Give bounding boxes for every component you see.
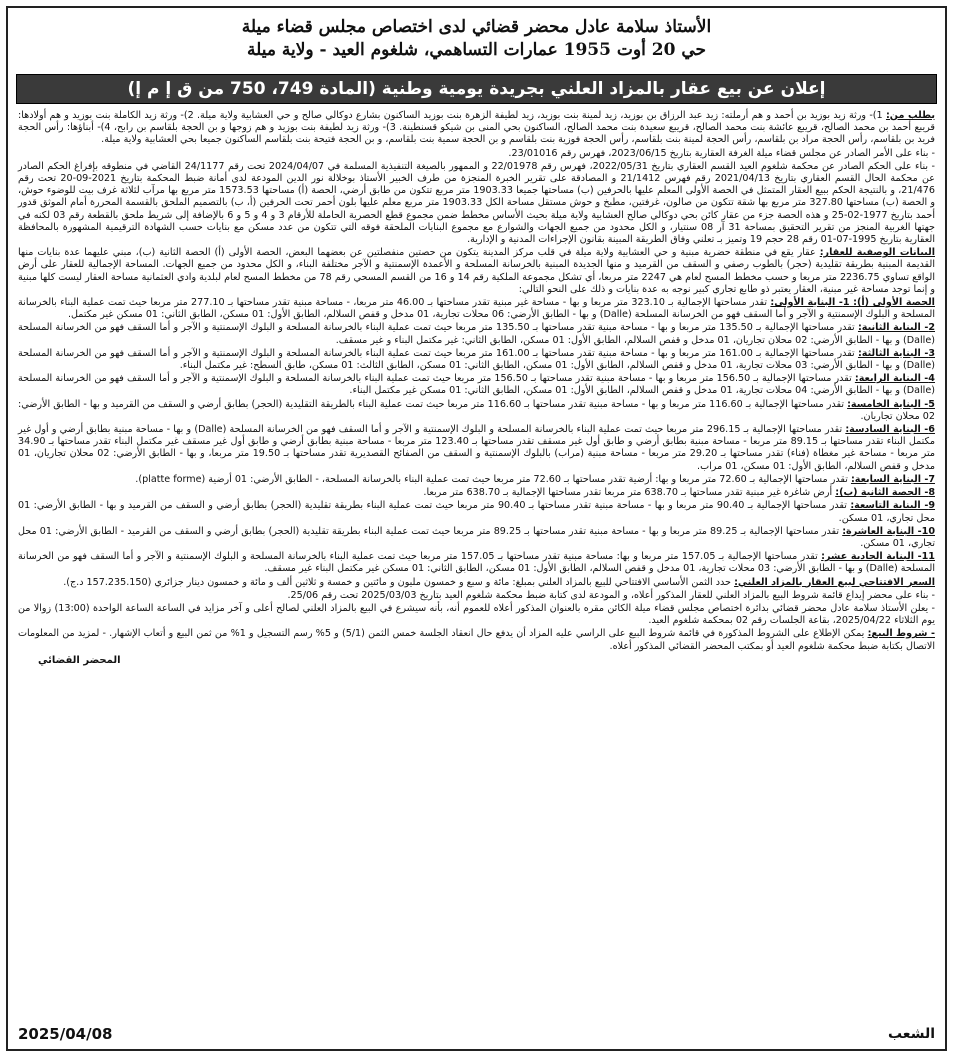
body-paragraph bbox=[18, 247, 935, 296]
paragraph-text: - بناء على الحكم الصادر عن محكمة شلغوم العيد القسم العقاري بتاريخ 2022/05/31، فهرس رقم 22/01978 و الممهور بالصيغة التنفيذية المسلمة في 2024/04/07 تحت رقم 24/1177 القاضي في منطوقه بإفراغ الحكم الصادر عن محكمة الحال القسم العقاري بتاريخ 2021/04/13 رقم فهرس 21/1412 و المصادقة على تقرير الخبرة المنجزة من طرف الخبير الأستاذ بوخلالة نور الدين المودعة لدى أمانة ضبط المحكمة بتاريخ 2021-09-20 تحت رقم 21/476، و بالنتيجة الحكم ببيع العقار المتمثل في الحصة الأولى المعلم عليها بالحرفين (ب) مساحتها جميعا 1903.33 متر مربع تتكون من طابق أرضي، الحصة (أ) مساحتها 1573.53 متر مربع بها مرآب لثلاثة غرف بيت للوضوء حوش، و الحصة (ب) مساحتها 327.80 متر مربع بها شقة تتكون من صالون، غرفتين، مطبخ و حوش مستقل مساحة الكل 1903.33 متر مربع معلم عليها بلون أحمر تحت الحرفين (أ، ب) بالتصميم الملحق بالقسمة المحررة أمام الموثق قدور أحمد بتاريخ 1977-02-25 و هذه الحصة جزء من عقار كائن بحي دوكالي صالح العشابية ولاية ميلة بحيث الأساس مخطط ضمن مجموع قطع الحصرية الحاملة للأرقام 3 و 4 و 5 و 6 بالإضافة إلى شريط ملحق بالقطعة رقم 03 لكنه في جهتها الغربية المنجز من تقرير التحقيق بمساحة 31 آر 08 سنتيار، و الكل محدود من جميع الجهات والشوارع مع مجموع البنايات الملحقة فوقه التي تتكون من عدد مسكن مع بنايات حسب الشهادة الترقيمية المشهورة بالمحافظة العقارية بتاريخ 1995-07-01 رقم 28 حجم 19 وتميز بـ تعلني وفاق الطريقة المبينة بقانون الإجراءات المدنية و الإدارية. bbox=[18, 160, 936, 246]
paragraph-text: تقدر مساحتها الإجمالية بـ 161.00 متر مربعا و بها - مساحة مبنية تقدر مساحتها بـ 161.00 متر مربعا حيث تمت عملية البناء بالخرسانة المسلحة و البلوك الإسمنتية و الآجر و أما السقف فهو من الخرسانة المسلحة (Dalle) و بها - الطابق الأرضي: 03 محلات تجارية، 01 مدخل و قفص السلالم، الطابق الأول: 01 مسكن، الطابق الثاني: 01 مسكن، الطابق الثالث: 01 مسكن، طابق السطح: غير مكتمل البناء. bbox=[18, 347, 935, 372]
body-paragraph bbox=[18, 603, 935, 627]
paragraph-text: تقدر مساحتها الإجمالية بـ 157.05 متر مربعا و بها: مساحة مبنية تقدر مساحتها بـ 157.05 متر مربعا حيث تمت عملية البناء بالخرسانة المسلحة و البلوك الإسمنتية و الآجر و أما السقف فهو من الخرسانة المسلحة (Dalle) و بها - الطابق الأرضي: 03 محلات تجارية، 01 مدخل و قفص السلالم، الطابق الأول: 01 مسكن، الطابق الثاني: 01 مسكن غير مكتمل البناء غير مسقف. bbox=[18, 551, 935, 575]
body-paragraph bbox=[18, 577, 935, 589]
paragraph-label: 4- البناية الرابعة: bbox=[854, 373, 935, 385]
paragraph-label: 10- البناية العاشرة: bbox=[842, 525, 935, 537]
announcement-sheet bbox=[6, 6, 947, 1051]
body-paragraph bbox=[18, 322, 935, 346]
body-paragraph bbox=[18, 148, 935, 160]
body-paragraph bbox=[18, 526, 935, 550]
paragraph-label: السعر الافتتاحي لبيع العقار بالمزاد العلني: bbox=[734, 576, 935, 588]
body-paragraph bbox=[18, 399, 935, 423]
paragraph-label: - شروط البيع: bbox=[867, 628, 935, 640]
body-paragraph bbox=[18, 348, 935, 372]
signature: المحضر القضائي bbox=[38, 654, 121, 666]
paragraph-text: تقدر مساحتها الإجمالية بـ 89.25 متر مربعا و بها - مساحة مبنية تقدر مساحتها بـ 89.25 متر مربعا حيث تمت عملية البناء بطريقة تقليدية (الحجر) بطابق أرضي و السقف من القرميد - الطابق الأرضي: 01 محل تجاري، 01 مسكن. bbox=[18, 525, 935, 549]
paragraph-text: 1)- ورثة زيد بوزيد بن أحمد و هم أرملته: زيد عبد الرزاق بن بوزيد، زيد لمينة بنت بوزيد، زيد لطيفة الزهرة بنت بوزيد الساكنون بشارع دوكالي صالح و حي العشابية ولاية ميلة. 2)- ورثة زيد الكاملة بنت بوزيد و هم أولادها: قريبع أحمد بن محمد الصالح، قريبع عائشة بنت محمد الصالح، قريبع سعيدة بنت محمد الصالح، الساكنون بحي المنى بن شيكو قسنطينة. 3)- ورثة زيد لطيفة بنت بوزيد و هم زوجها و بن الحجة بلقاسم بن رابح، 4)- أبناؤها: رأس الحجة فريد بن بلقاسم، رأس الحجة مراد بن بلقاسم، رأس الحجة لمينة بنت بلقاسم، رأس الحجة فوزية بنت بلقاسم و بن الحجة سمية بنت بلقاسم، و بن الحجة فتيحة بنت بلقاسم الساكنون جميعا بحي العشابية ولاية ميلة. bbox=[18, 110, 936, 146]
paragraph-text: حدد الثمن الأساسي الافتتاحي للبيع بالمزاد العلني بمبلغ: مائة و سبع و خمسون مليون و مائتين و خمسة و ثلاثين ألف و مائة و خمسون دينار جزائري (157.235.150 د.ج). bbox=[63, 576, 731, 588]
paragraph-label: 9- البناية التاسعة: bbox=[850, 500, 936, 512]
paragraph-text: تقدر مساحتها الإجمالية بـ 156.50 متر مربعا و بها - مساحة مبنية تقدر مساحتها بـ 156.50 متر مربعا حيث تمت عملية البناء بالخرسانة المسلحة و البلوك الإسمنتية و الآجر و أما السقف فهو من الخرسانة المسلحة (Dalle) و بها - الطابق الأرضي: 04 محلات تجارية، 01 مدخل و قفص السلالم، الطابق الأول: 01 مسكن، الطابق الثاني: 01 مسكن غير مكتمل البناء. bbox=[18, 373, 935, 397]
announcement-title-banner: إعلان عن بيع عقار بالمزاد العلني بجريدة يومية وطنية (المادة 749، 750 من ق إ م إ) bbox=[16, 74, 937, 104]
paragraph-text: تقدر مساحتها الإجمالية بـ 296.15 متر مربعا حيث تمت عملية البناء بالخرسانة المسلحة و البلوك الإسمنتية و الآجر و أما السقف فهو من الخرسانة المسلحة (Dalle) و بها - مساحة مبنية بطابق أرضي و أول غير مكتمل البناء تقدر مساحتها بـ 89.15 متر مربعا - مساحة مبنية بطابق أرضي و طابق أول غير مسقف تقدر مساحتها بـ 123.40 متر مربعا - مساحة مبنية بطابق أرضي و طابق أول غير مسقف غير مكتمل البناء تقدر مساحتها بـ 34.90 متر مربعا - مساحة غير مغطاة (فناء) تقدر مساحتها بـ 29.20 متر مربعا - مساحة مبنية (مراب) بالبلوك الإسمنتية و السقف من الصفائح القصديرية تقدر مساحتها بـ 19.50 متر مربعا، و بها - الطابق الأرضي: 02 محلان تجاريان، 01 مدخل و قفص السلالم، الطابق الأول: 01 مسكن، 01 مراب. bbox=[18, 424, 935, 472]
body-paragraph bbox=[18, 373, 935, 397]
body-paragraph bbox=[18, 590, 935, 602]
bailiff-address-line: حي 20 أوت 1955 عمارات التساهمي، شلغوم العيد - ولاية ميلة bbox=[246, 40, 707, 60]
announcement-body bbox=[8, 110, 945, 667]
paragraph-text: عقار يقع في منطقة حضرية مبنية و حي العشابية ولاية ميلة في قلب مركز المدينة يتكون من حصتين منفصلتين عن بعضهما البعض، الحصة الأولى (أ) الحصة الثانية (ب)، مبني عليهما عدة بنايات منها القديمة المبنية بطريقة تقليدية (حجر) بالطوب رصفي و السقف من القرميد و منها الجديدة المبنية بالخرسانة المسلحة و الأعمدة الإسمنتية و الآجر مختلفة البناء، و الكل محدود من جميع الجهات. المساحة الإجمالية للعقار على أرض الواقع تساوي 2236.75 متر مربعا و حسب مخطط المسح لعام هي 2247 متر مربعا، أي تشكل مجموعة الملكية رقم 14 و 16 من القسم المسحي رقم 78 من مخطط المسح لعام لبلدية وادي العثمانية مساحة العقار ليست كلها مبنية و إنما توجد مساحة غير مبنية، العقار يعتبر ذو طابع تجاري كبير نوجه به عدة بنايات و ذلك على النحو التالي: bbox=[18, 247, 936, 295]
paragraph-label: 2- البناية الثانية: bbox=[857, 322, 935, 334]
body-paragraph bbox=[18, 110, 935, 147]
newspaper-name: الشعب bbox=[887, 1026, 935, 1042]
body-paragraph bbox=[18, 474, 935, 486]
paragraph-text: تقدر مساحتها الإجمالية بـ 72.60 متر مربعا و بها: أرضية تقدر مساحتها بـ 72.60 متر مربعا حيث تمت عملية البناء بالخرسانة المسلحة، - الطابق الأرضي: 01 أرضية (platte forme). bbox=[135, 473, 848, 485]
paragraph-label: 7- البناية السابعة: bbox=[850, 473, 935, 485]
paragraph-label: 3- البناية الثالثة: bbox=[857, 347, 935, 359]
paragraph-text: تقدر مساحتها الإجمالية بـ 323.10 متر مربعا و بها - مساحة غير مبنية تقدر مساحتها بـ 46.00 متر مربعا، - مساحة مبنية تقدر مساحتها بـ 277.10 متر مربعا حيث تمت عملية البناء بالخرسانة المسلحة و البلوك الإسمنتية و الآجر و أما السقف فهو من الخرسانة المسلحة (Dalle) و بها - الطابق الأرضي: 06 محلات تجارية، 01 مدخل و قفص السلالم، الطابق الأول: 01 مسكن، الطابق الثاني: 01 مسكن غير مكتمل. bbox=[18, 297, 935, 321]
body-paragraph bbox=[18, 297, 935, 321]
footer bbox=[18, 1025, 935, 1043]
paragraph-label: 5- البناية الخامسة: bbox=[847, 398, 935, 410]
paragraph-text: تقدر مساحتها الإجمالية بـ 90.40 متر مربعا و بها - مساحة مبنية تقدر مساحتها بـ 90.40 متر مربعا حيث تمت عملية البناء بطريقة تقليدية (الحجر) بطابق أرضي و السقف من القرميد و بها - الطابق الأرضي: 01 محل تجاري، 01 مسكن. bbox=[18, 500, 935, 524]
paragraph-text: تقدر مساحتها الإجمالية بـ 135.50 متر مربعا و بها - مساحة مبنية تقدر مساحتها بـ 135.50 متر مربعا حيث تمت عملية البناء بالخرسانة المسلحة و البلوك الإسمنتية و الآجر و أما السقف فهو من الخرسانة المسلحة (Dalle) و بها - الطابق الأرضي: 02 محلان تجاريان، 01 مدخل و قفص السلالم، الطابق الأول: 01 مسكن، الطابق الثاني: غير مكتمل البناء و غير مسقف. bbox=[18, 322, 935, 346]
paragraph-label: 8- الحصة الثانية (ب): bbox=[835, 487, 935, 499]
paragraph-label: 6- البناية السادسة: bbox=[845, 424, 935, 436]
paragraph-text: أرض شاغرة غير مبنية تقدر مساحتها بـ 638.70 متر مربعا تقدر مساحتها الإجمالية بـ 638.70 متر مربعا. bbox=[423, 487, 833, 499]
paragraph-text: تقدر مساحتها الإجمالية بـ 116.60 متر مربعا و بها - مساحة مبنية تقدر مساحتها بـ 116.60 متر مربعا حيث تمت عملية البناء بالطريقة التقليدية (الحجر) بطابق أرضي و السقف من القرميد و بها - الطابق الأرضي: 02 محلان تجاريان. bbox=[18, 398, 935, 422]
body-paragraph bbox=[18, 500, 935, 524]
paragraph-label: الحصة الأولى (أ): 1- البناية الأولى: bbox=[770, 297, 935, 309]
body-paragraph bbox=[18, 551, 935, 575]
bailiff-name-line: الأستاذ سلامة عادل محضر قضائي لدى اختصاص مجلس قضاء ميلة bbox=[241, 17, 712, 37]
header bbox=[8, 8, 945, 66]
paragraph-text: - يعلن الأستاذ سلامة عادل محضر قضائي بدائرة اختصاص مجلس قضاء ميلة الكائن مقره بالعنوان المذكور أعلاه للعموم أنه، بأنه سيشرع في البيع بالمزاد العلني لصالح أعلى و آخر مزايد في الساعة الساعة الواحدة (13:00) زوالا من يوم الثلاثاء 2025/04/22، بقاعة الجلسات رقم 02 بمحكمة شلغوم العيد. bbox=[18, 602, 935, 627]
paragraph-text: - بناء على الأمر الصادر عن مجلس قضاء ميلة الغرفة العقارية بتاريخ 2023/06/15، فهرس رقم 23/01016. bbox=[508, 147, 935, 159]
body-paragraph bbox=[18, 424, 935, 473]
paragraph-label: 11- البناية الحادية عشر: bbox=[821, 551, 935, 563]
paragraph-label: البيانات الوصفية للعقار: bbox=[819, 247, 935, 259]
body-paragraph bbox=[18, 161, 935, 246]
body-paragraph bbox=[18, 487, 935, 499]
body-paragraph bbox=[18, 628, 935, 652]
paragraph-label: بطلب من: bbox=[885, 110, 935, 121]
paragraph-text: - بناء على محضر إيداع قائمة شروط البيع بالمزاد العلني للعقار المذكور أعلاه، و المودعة لدى كتابة ضبط محكمة شلغوم العيد بتاريخ 2025/03/03 تحت رقم 25/06. bbox=[287, 589, 935, 601]
paragraph-text: يمكن الإطلاع على الشروط المذكورة في قائمة شروط البيع على الراسي عليه المزاد أن يدفع حال انعقاد الجلسة خمس الثمن (5/1) و 5% رسم التسجيل و 1% من ثمن البيع و أتعاب الإشهار. - لمزيد من المعلومات الاتصال بكتابة ضبط محكمة شلغوم العيد أو بمكتب المحضر القضائي المذكور أعلاه. bbox=[18, 628, 935, 652]
publication-date: 2025/04/08 bbox=[18, 1025, 113, 1043]
